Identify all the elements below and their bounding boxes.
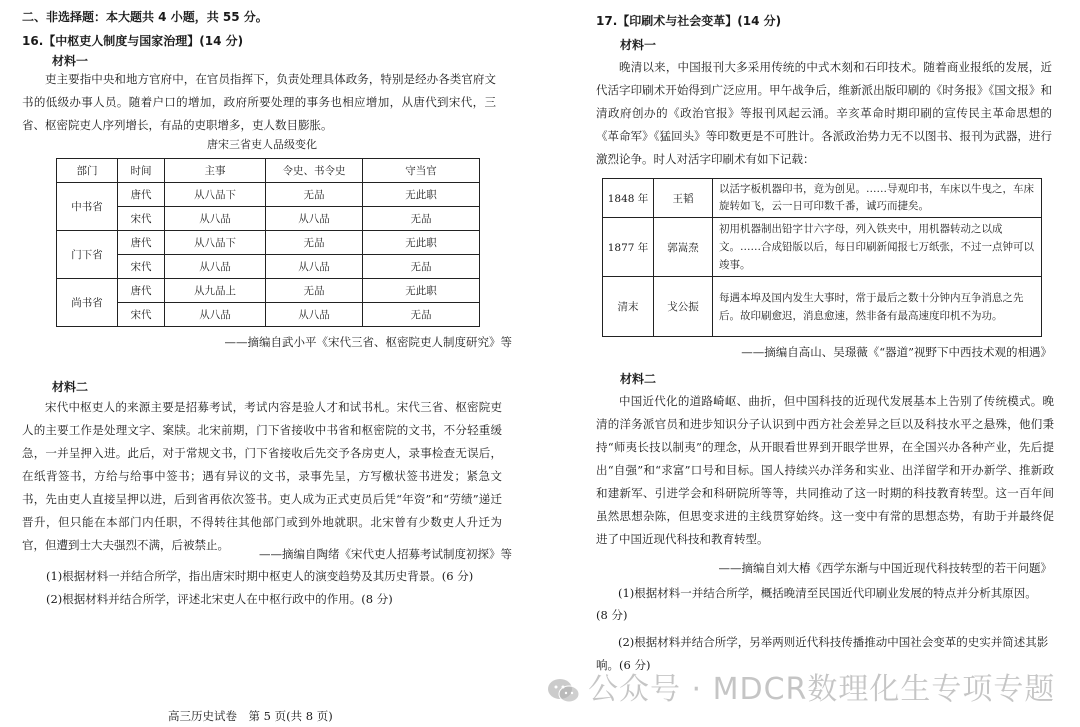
table-cell: 唐代	[118, 279, 165, 303]
dept-cell: 尚书省	[57, 279, 118, 327]
table-cell: 唐代	[118, 231, 165, 255]
table-cell: 无品	[266, 183, 363, 207]
table-cell: 从八品	[165, 207, 266, 231]
table-cell: 从八品	[165, 255, 266, 279]
q17-title: 17.【印刷术与社会变革】(14 分)	[596, 14, 782, 28]
table-header: 主事	[165, 159, 266, 183]
table-cell: 无此职	[363, 183, 480, 207]
q16-material2-text: 宋代中枢吏人的来源主要是招募考试，考试内容是验人才和试书札。宋代三省、枢密院吏人的主要工作是处理文字、案牍。北宋前期，门下省接收中书省和枢密院的文书，不分轻重缓急，一并呈押入进。此后，对于常规文书，门下省接收后先交予各房吏人，录事检查无误后，在纸背签书，方给与给事中签书；遇有异议的文书，录事先呈，方写檄状签书进发；紧急文书，先由吏人直接呈押以进，后到省再依次签书。吏人成为正式吏员后凭“年资”和“劳绩”递迁晋升，但只能在本部门内任职，不得转往其他部门或到外地就职。北宋曾有少数吏人升迁为官，但遭到士大夫强烈不满，后被禁止。	[22, 400, 502, 552]
rank-table	[56, 158, 480, 327]
q16-material1-label: 材料一	[52, 54, 89, 68]
table-cell: 宋代	[118, 207, 165, 231]
table-cell: 无品	[363, 303, 480, 327]
printing-table	[602, 178, 1042, 337]
quote-cell: 以活字板机器印书，竟为创见。……导观印书，车床以牛曳之，车床旋转如飞，云一日可印数千番，诚巧而捷矣。	[713, 179, 1042, 218]
table-cell: 无品	[266, 231, 363, 255]
q16-question-1: (1)根据材料一并结合所学，指出唐宋时期中枢吏人的演变趋势及其历史背景。(6 分)	[46, 569, 474, 583]
watermark	[546, 664, 1055, 708]
q16-material1-source: ——摘编自武小平《宋代三省、枢密院吏人制度研究》等	[224, 335, 512, 349]
q17-material1-label: 材料一	[620, 38, 657, 52]
table-cell: 从八品	[165, 303, 266, 327]
table-cell: 无品	[363, 207, 480, 231]
table-cell: 从八品	[266, 207, 363, 231]
quote-cell: 初用机器制出铅字廿六字母，列入铁夹中，用机器转动之以成文。……合成铅版以后，每日印刷新闻报七万纸张，不过一点钟可以竣事。	[713, 218, 1042, 277]
person-cell: 戈公振	[654, 277, 713, 337]
q16-material1-text: 吏主要指中央和地方官府中，在官员指挥下，负责处理具体政务，特别是经办各类官府文书的低级办事人员。随着户口的增加，政府所要处理的事务也相应增加，从唐代到宋代，三省、枢密院吏人序列增长，有品的吏职增多，吏人数目膨胀。	[22, 72, 496, 132]
watermark-text: 公众号 · MDCR数理化生专项专题	[588, 672, 1056, 707]
table-cell: 无品	[266, 279, 363, 303]
dept-cell: 门下省	[57, 231, 118, 279]
quote-cell: 每遇本埠及国内发生大事时，常于最后之数十分钟内互争消息之先后。故印刷愈迟，消息愈速，然非备有最高速度印机不为功。	[713, 277, 1042, 337]
q17-material2-text: 中国近代化的道路崎岖、曲折，但中国科技的近现代发展基本上告别了传统模式。晚清的洋务派官员和进步知识分子认识到中西方社会差异之巨以及科技水平之悬殊，他们秉持“师夷长技以制夷”的理念，从开眼看世界到开眼学世界，在全国兴办各种产业，先后提出“自强”和“求富”口号和目标。国人持续兴办洋务和实业、出洋留学和开办新学、推新政和建新军、引进学会和科研院所等等，共同推动了这一时期的科技教育转型。这一百年间虽然思想杂陈，但思变求进的主线贯穿始终。这一变中有常的思想态势，有助于并最终促进了中国近现代科技和教育转型。	[596, 394, 1054, 546]
table-cell: 从八品下	[165, 231, 266, 255]
q17-material2-label: 材料二	[620, 372, 657, 386]
table-header: 令史、书令史	[266, 159, 363, 183]
table-caption: 唐宋三省吏人品级变化	[207, 138, 317, 151]
person-cell: 王韬	[654, 179, 713, 218]
q17-material1-text: 晚清以来，中国报刊大多采用传统的中式木刻和石印技术。随着商业报纸的发展，近代活字印刷术开始得到广泛应用。甲午战争后，维新派出版印刷的《时务报》《国文报》和清政府创办的《政治官报》等报刊风起云涌。辛亥革命时期印刷的宣传民主革命思想的《革命军》《猛回头》等印数更是不可胜计。各派政治势力无不以图书、报刊为武器，进行激烈论争。时人对活字印刷术有如下记载：	[596, 60, 1052, 166]
table-cell: 无品	[363, 255, 480, 279]
table-cell: 从八品	[266, 303, 363, 327]
table-header: 部门	[57, 159, 118, 183]
q17-question-2: (2)根据材料并结合所学，另举两则近代科技传播推动中国社会变革的史实并简述其影响。(6 分)	[596, 635, 1049, 672]
q17-question-1: (1)根据材料一并结合所学，概括晚清至民国近代印刷业发展的特点并分析其原因。	[618, 586, 1037, 600]
table-cell: 从八品下	[165, 183, 266, 207]
table-header: 守当官	[363, 159, 480, 183]
table-cell: 宋代	[118, 303, 165, 327]
q16-material2-label: 材料二	[52, 380, 89, 394]
table-cell: 无此职	[363, 231, 480, 255]
table-cell: 唐代	[118, 183, 165, 207]
table-cell: 无此职	[363, 279, 480, 303]
q17-question-1-score: (8 分)	[596, 608, 628, 622]
q16-material2-source: ——摘编自陶绪《宋代吏人招募考试制度初探》等	[259, 547, 512, 561]
dept-cell: 中书省	[57, 183, 118, 231]
person-cell: 郭嵩焘	[654, 218, 713, 277]
q16-question-2: (2)根据材料并结合所学，评述北宋吏人在中枢行政中的作用。(8 分)	[46, 592, 393, 606]
table-header: 时间	[118, 159, 165, 183]
table-cell: 从八品	[266, 255, 363, 279]
table-cell: 从九品上	[165, 279, 266, 303]
year-cell: 清末	[603, 277, 654, 337]
year-cell: 1848 年	[603, 179, 654, 218]
wechat-icon	[546, 677, 582, 705]
year-cell: 1877 年	[603, 218, 654, 277]
page-footer: 高三历史试卷 第 5 页(共 8 页)	[168, 709, 333, 723]
q17-material1-source: ——摘编自高山、吴璟薇《“器道”视野下中西技术观的相遇》	[741, 345, 1052, 359]
table-cell: 宋代	[118, 255, 165, 279]
q16-title: 16.【中枢吏人制度与国家治理】(14 分)	[22, 34, 244, 48]
section-header: 二、非选择题：本大题共 4 小题，共 55 分。	[22, 10, 268, 24]
q17-material2-source: ——摘编自刘大椿《西学东渐与中国近现代科技转型的若干问题》	[718, 561, 1052, 575]
